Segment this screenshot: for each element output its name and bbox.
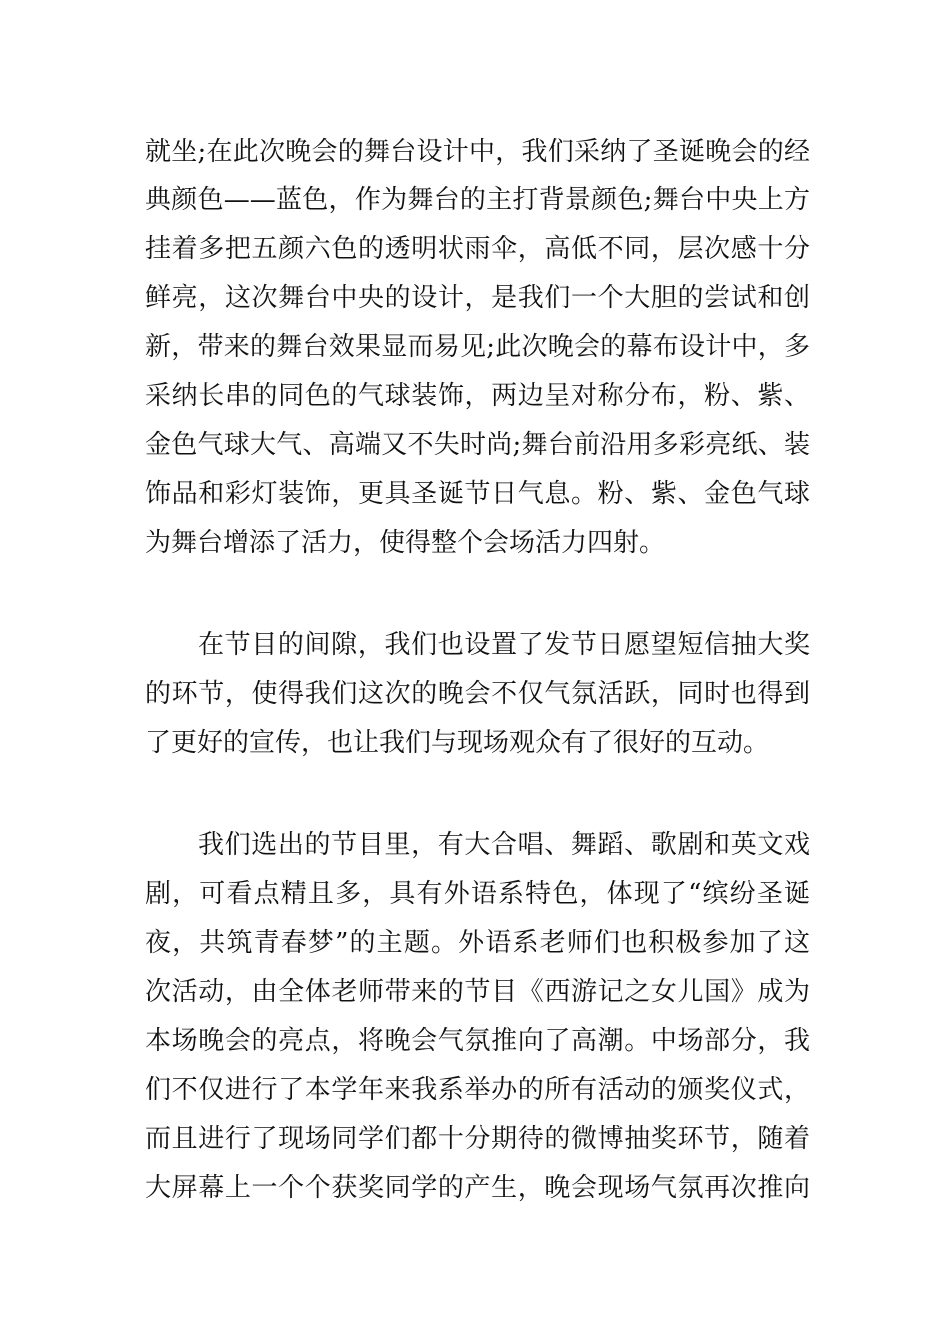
text-line: 采纳长串的同色的气球装饰，两边呈对称分布，粉、紫、 [145,381,810,411]
text-line: 典颜色——蓝色，作为舞台的主打背景颜色;舞台中央上方 [145,185,810,215]
text-line: 饰品和彩灯装饰，更具圣诞节日气息。粉、紫、金色气球 [145,479,810,509]
text-line: 的环节，使得我们这次的晚会不仅气氛活跃，同时也得到 [145,679,810,709]
text-line: 而且进行了现场同学们都十分期待的微博抽奖环节，随着 [145,1124,810,1154]
text-line: 我们选出的节目里，有大合唱、舞蹈、歌剧和英文戏 [198,830,810,860]
text-line: 夜，共筑青春梦”的主题。外语系老师们也积极参加了这 [145,928,810,958]
text-line: 本场晚会的亮点，将晚会气氛推向了高潮。中场部分，我 [145,1026,810,1056]
text-line: 新，带来的舞台效果显而易见;此次晚会的幕布设计中，多 [145,332,810,362]
text-line: 鲜亮，这次舞台中央的设计，是我们一个大胆的尝试和创 [145,283,810,313]
text-line: 大屏幕上一个个获奖同学的产生，晚会现场气氛再次推向 [145,1173,810,1203]
text-line: 剧，可看点精且多，具有外语系特色，体现了“缤纷圣诞 [145,879,810,909]
text-line: 了更好的宣传，也让我们与现场观众有了很好的互动。 [145,728,770,758]
text-line: 金色气球大气、高端又不失时尚;舞台前沿用多彩亮纸、装 [145,430,810,460]
text-line: 们不仅进行了本学年来我系举办的所有活动的颁奖仪式， [145,1075,810,1105]
text-line: 在节目的间隙，我们也设置了发节日愿望短信抽大奖 [198,630,810,660]
text-line: 次活动，由全体老师带来的节目《西游记之女儿国》成为 [145,977,810,1007]
text-line: 挂着多把五颜六色的透明状雨伞，高低不同，层次感十分 [145,234,810,264]
text-line: 为舞台增添了活力，使得整个会场活力四射。 [145,528,666,558]
text-line: 就坐;在此次晚会的舞台设计中，我们采纳了圣诞晚会的经 [145,137,810,167]
